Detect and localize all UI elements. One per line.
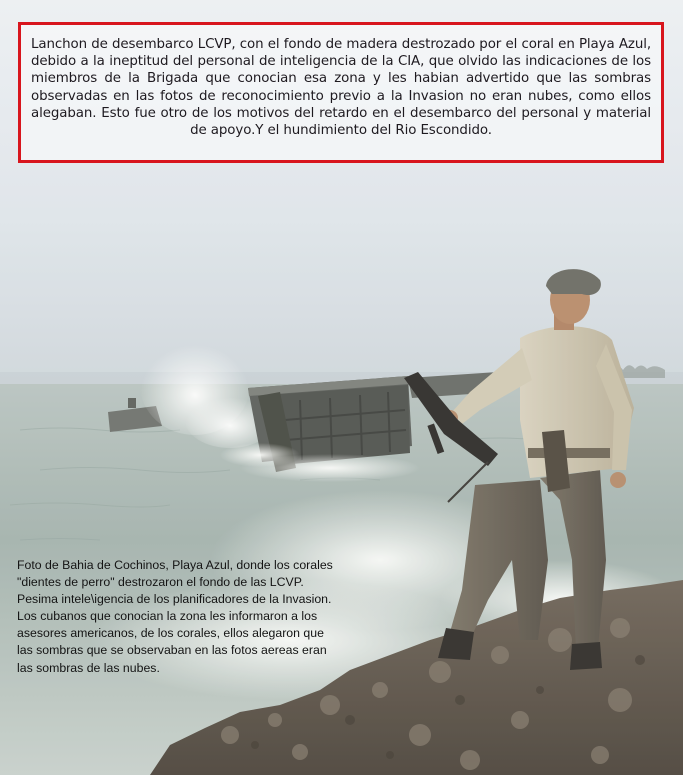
caption-text: Lanchon de desembarco LCVP, con el fondo de madera destrozado por el coral en Playa Azul, debido a la ineptitud del personal de inteligencia de la CIA, que olvido las indicaciones de los miembros de la Brigada que conocian esa zona y les habian advertido que las sombras observadas en las fotos de reconocimiento previo a la Invasion no eran nubes, como ellos alegaban. Esto fue otro de los motivos del retardo en el desembarco del personal y material de apoyo.Y el hundimiento del Rio Escondido. [31, 37, 651, 139]
caption-box [18, 22, 664, 163]
photo-caption-note: Foto de Bahia de Cochinos, Playa Azul, donde los corales "dientes de perro" destrozaron el fondo de las LCVP. Pesima intele\igencia de los planificadores de la Invasion. Los cubanos que conocian la zona les informaron a los asesores americanos, de los corales, ellos alegaron que las sombras que se observaban en las fotos aereas eran las sombras de las nubes. [17, 558, 333, 675]
